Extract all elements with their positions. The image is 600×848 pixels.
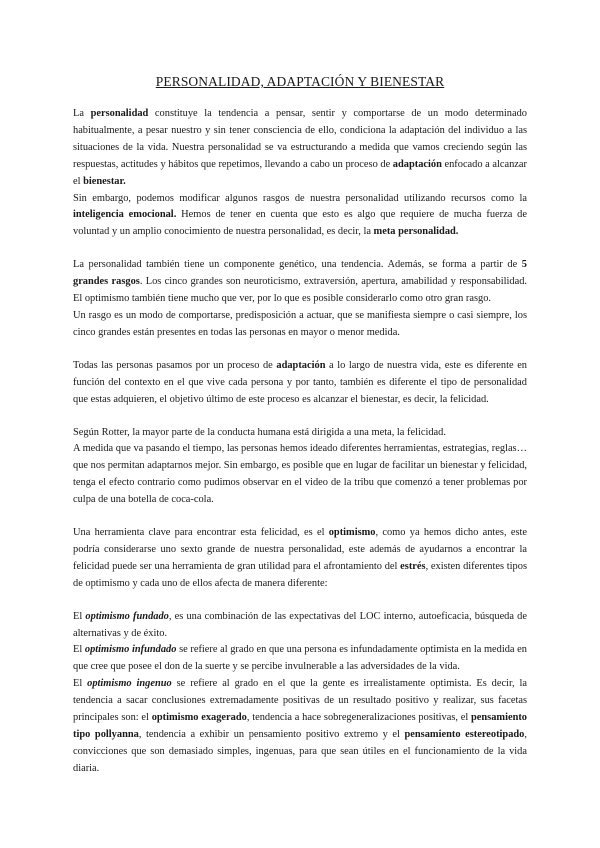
term-optimismo-infundado: optimismo infundado [84, 644, 177, 656]
page-title: PERSONALIDAD, ADAPTACIÓN Y BIENESTAR [155, 74, 445, 89]
paragraph-personalidad: La personalidad constituye la tendencia a pensar, sentir y comportarse de un modo determinado habitualmente, a pesar nuestro y sin tener consciencia de ello, condiciona la adaptación del individuo a las situaciones de la vida. Nuestra personalidad se va estructurando a medida que vamos creciendo según las respuestas, actitudes y hábitos que repetimos, llevando a cabo un proceso de adaptación enfocado a alcanzar el bienestar. [73, 108, 527, 187]
paragraph-inteligencia-emocional: Sin embargo, podemos modificar algunos rasgos de nuestra personalidad utilizando recursos como la inteligencia emocional. Hemos de tener en cuenta que esto es algo que requiere de mucha fuerza de voluntad y un amplio conocimiento de nuestra personalidad, es decir, la meta personalidad. [73, 192, 527, 238]
term-inteligencia-emocional: inteligencia emocional. [73, 209, 177, 221]
term-optimismo-ingenuo: optimismo ingenuo [87, 678, 172, 690]
term-pensamiento-estereotipado: pensamiento estereotipado [404, 729, 525, 740]
paragraph-optimismo: Una herramienta clave para encontrar esta felicidad, es el optimismo, como ya hemos dicho antes, este podría considerarse uno sexto grande de nuestra personalidad, este además de ayudarnos a encontrar la felicidad puede ser una herramienta de gran utilidad para el afrontamiento del estrés, existen diferentes tipos de optimismo y cada uno de ellos afecta de manera diferente: [73, 527, 527, 589]
paragraph-proceso-adaptacion: Todas las personas pasamos por un proceso de adaptación a lo largo de nuestra vida, este es diferente en función del contexto en el que vive cada persona y por tanto, también es diferente el tipo de personalidad que estas adquieren, el objetivo último de este proceso es alcanzar el bienestar, es decir, la felicidad. [73, 359, 527, 405]
paragraph-optimismo-ingenuo: El optimismo ingenuo se refiere al grado en el que la gente es irrealistamente optimista. Es decir, la tendencia a sacar conclusiones extremadamente positivas de un resultado positivo y realizar, sus facetas principales son: el optimismo exagerado, tendencia a hace sobregeneralizaciones positivas, el pensamiento tipo pollyanna, tendencia a exhibir un pensamiento positivo extremo y el pensamiento estereotipado, convicciones que son demasiado simples, ingenuas, para que sean útiles en el funcionamiento de la vida diaria. [73, 678, 527, 774]
term-adaptacion: adaptación [392, 158, 442, 170]
term-personalidad: personalidad [90, 108, 149, 119]
term-meta-personalidad: meta personalidad. [373, 226, 459, 238]
paragraph-optimismo-infundado: El optimismo infundado se refiere al grado en que una persona es infundadamente optimista en la medida en que cree que posee el don de la suerte y se percibe invulnerable a las adversidades de la vida. [73, 644, 527, 673]
term-bienestar: bienestar. [83, 175, 126, 187]
paragraph-optimismo-fundado: El optimismo fundado, es una combinación de las expectativas del LOC interno, autoeficacia, búsqueda de alternativas y de éxito. [73, 610, 527, 639]
paragraph-componente-genetico: La personalidad también tiene un componente genético, una tendencia. Además, se forma a partir de 5 grandes rasgos. Los cinco grandes son neuroticismo, extraversión, apertura, amabilidad y responsabilidad. El optimismo también tiene mucho que ver, por lo que es posible considerarlo como otro gran rasgo. [73, 259, 528, 305]
term-estres: estrés [400, 560, 426, 572]
paragraph-rasgo: Un rasgo es un modo de comportarse, predisposición a actuar, que se manifiesta siempre o casi siempre, los cinco grandes están presentes en todas las personas en mayor o menor medida. [73, 309, 527, 338]
paragraph-rotter: Según Rotter, la mayor parte de la conducta humana está dirigida a una meta, la felicidad. [73, 426, 446, 438]
term-optimismo-fundado: optimismo fundado [85, 610, 169, 622]
term-pensamiento-pollyanna: pensamiento tipo pollyanna [73, 712, 527, 740]
term-optimismo: optimismo [328, 527, 376, 539]
term-5-grandes-rasgos: 5 grandes rasgos [73, 259, 527, 288]
term-optimismo-exagerado: optimismo exagerado [151, 712, 247, 724]
term-adaptacion-2: adaptación [276, 359, 326, 371]
paragraph-herramientas: A medida que va pasando el tiempo, las personas hemos ideado diferentes herramientas, estrategias, reglas… que nos permitan adaptarnos mejor. Sin embargo, es posible que en lugar de facilitar un bienestar y felicidad, tenga el efecto contrario como pudimos observar en el video de la tribu que comenzó a tener problemas por culpa de una botella de coca-cola. [73, 443, 527, 506]
document-body [73, 106, 527, 778]
